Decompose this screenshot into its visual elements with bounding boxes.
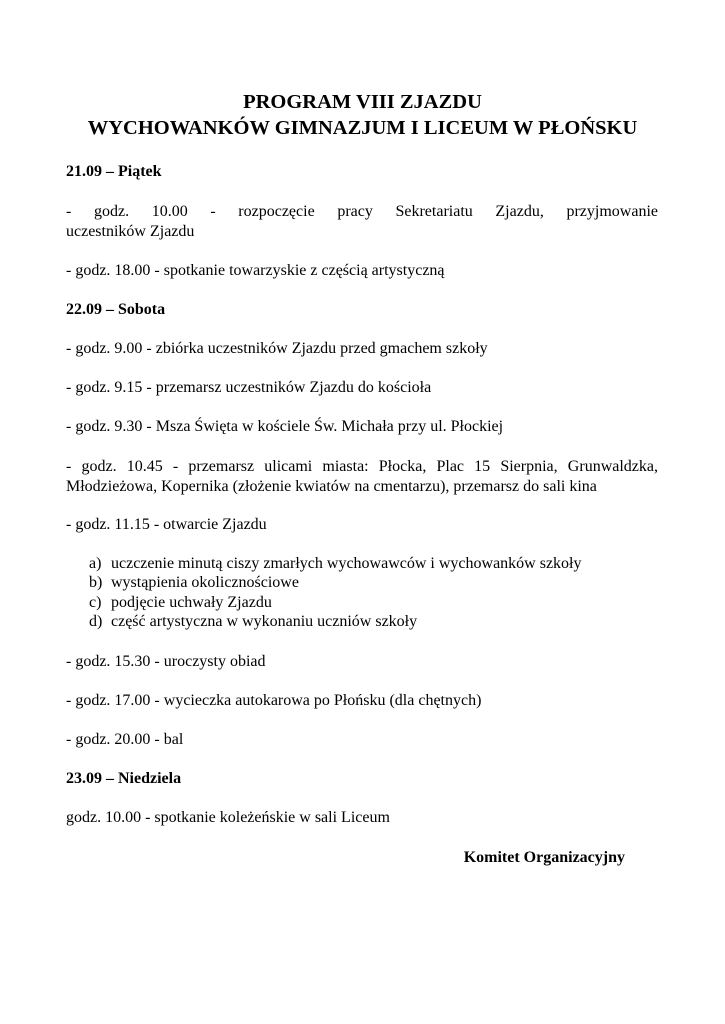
document-title-line-1: PROGRAM VIII ZJAZDU [243,91,482,113]
program-item: - godz. 9.30 - Msza Święta w kościele Św. Michała przy ul. Płockiej [66,418,504,435]
program-item [66,457,658,497]
program-item: - godz. 15.30 - uroczysty obiad [66,653,266,670]
program-item: - godz. 9.00 - zbiórka uczestników Zjazdu przed gmachem szkoły [66,340,488,357]
program-item-line-2: Młodzieżowa, Kopernika (złożenie kwiatów na cmentarzu), przemarsz do sali kina [66,478,597,495]
program-item [66,202,658,242]
sub-item-text: część artystyczna w wykonaniu uczniów szkoły [111,613,418,630]
sub-item-text: uczczenie minutą ciszy zmarłych wychowawców i wychowanków szkoły [111,555,582,572]
program-item: - godz. 20.00 - bal [66,731,184,748]
sub-item [89,573,299,593]
program-item-line-1: - godz. 10.45 - przemarsz ulicami miasta: Płocka, Plac 15 Sierpnia, Grunwaldzka, [66,458,658,475]
day-heading-friday: 21.09 – Piątek [66,163,162,180]
program-item: godz. 10.00 - spotkanie koleżeńskie w sali Liceum [66,809,390,826]
day-heading-sunday: 23.09 – Niedziela [66,770,182,787]
sub-item [89,593,272,613]
sub-item-marker: c) [89,594,102,611]
program-item: - godz. 9.15 - przemarsz uczestników Zjazdu do kościoła [66,379,432,396]
program-item: - godz. 11.15 - otwarcie Zjazdu [66,516,267,533]
sub-item-marker: a) [89,555,102,572]
program-item: - godz. 17.00 - wycieczka autokarowa po Płońsku (dla chętnych) [66,692,482,709]
program-item-line-2: uczestników Zjazdu [66,223,195,240]
signature: Komitet Organizacyjny [463,849,625,866]
sub-item [89,612,417,632]
day-heading-saturday: 22.09 – Sobota [66,301,166,318]
sub-item-marker: b) [89,574,103,591]
sub-item-text: wystąpienia okolicznościowe [111,574,299,591]
program-item-line-1: - godz. 10.00 - rozpoczęcie pracy Sekretariatu Zjazdu, przyjmowanie [66,203,658,220]
document-title-line-2: WYCHOWANKÓW GIMNAZJUM I LICEUM W PŁOŃSKU [87,117,638,139]
sub-item-text: podjęcie uchwały Zjazdu [111,594,272,611]
sub-item-marker: d) [89,613,103,630]
program-item: - godz. 18.00 - spotkanie towarzyskie z częścią artystyczną [66,262,445,279]
sub-item [89,554,582,574]
